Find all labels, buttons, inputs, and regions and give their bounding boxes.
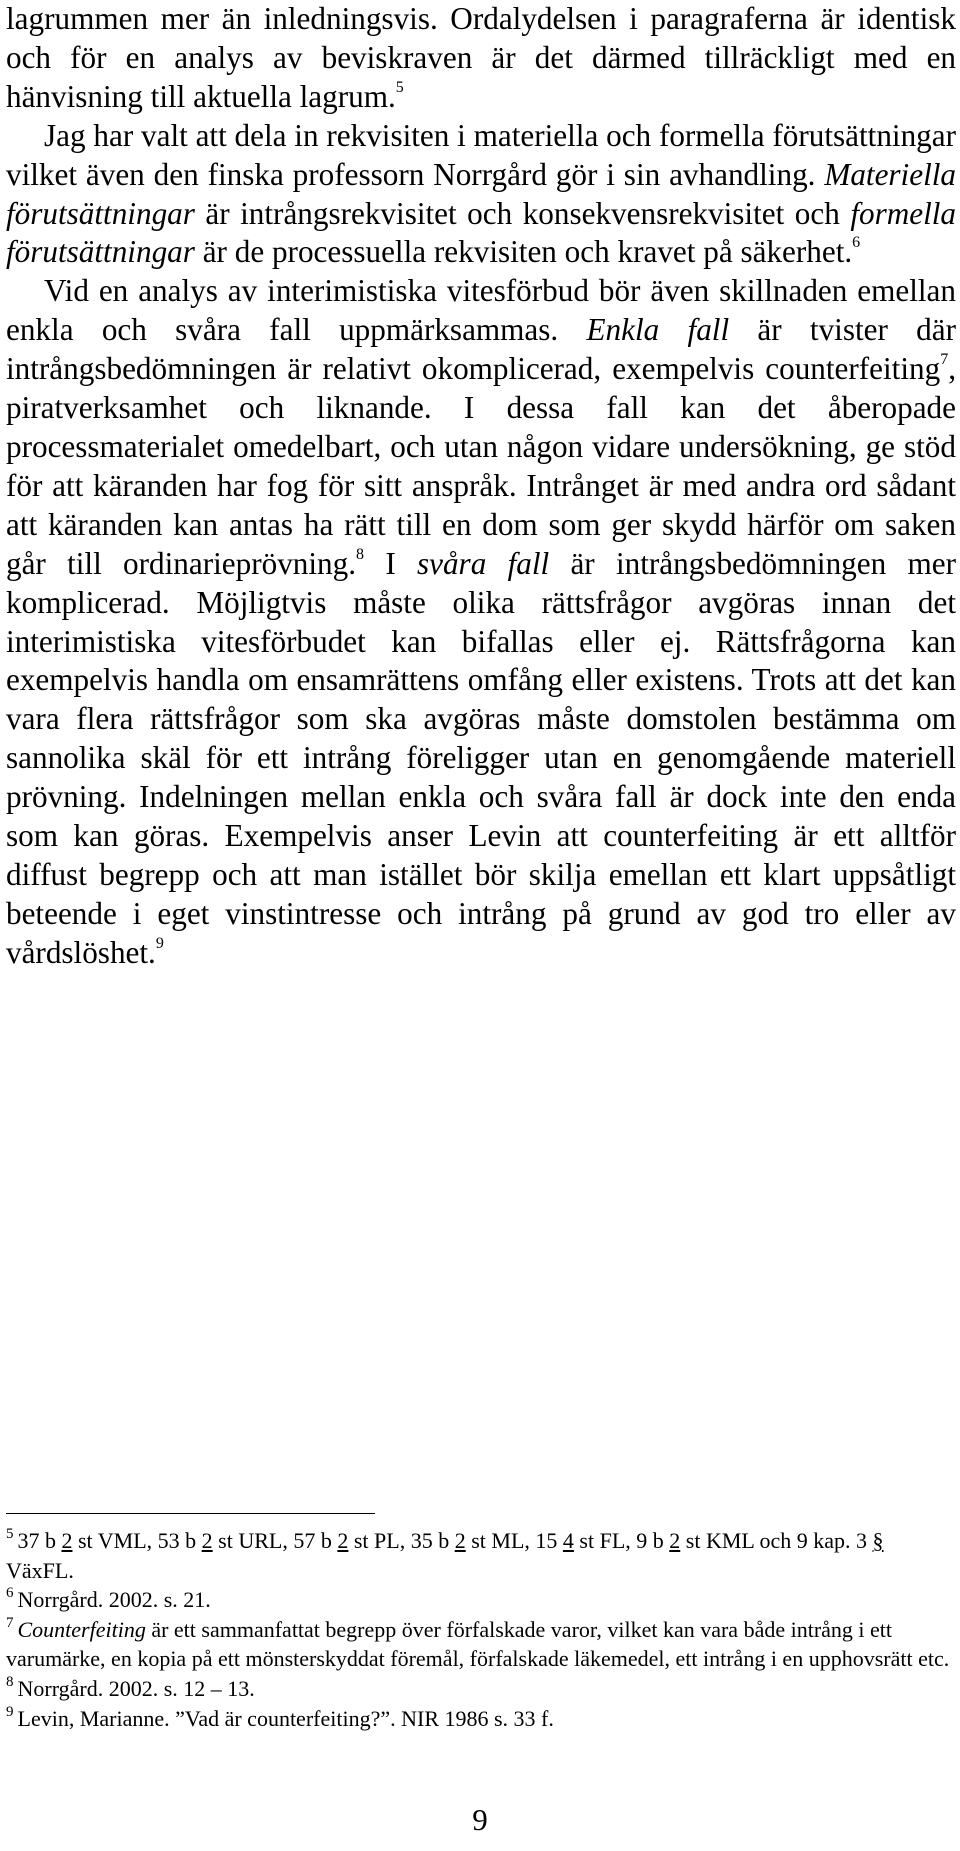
footnote-reference: 6 <box>852 234 861 252</box>
underlined-text: 2 <box>669 1528 681 1553</box>
footnote-number: 5 <box>6 1526 14 1542</box>
text-run: st ML, 15 <box>465 1528 563 1553</box>
italic-term: formella förutsättningar <box>6 195 956 270</box>
text-run: Levin, Marianne. ”Vad är counterfeiting?”. NIR 1986 s. 33 f. <box>17 1705 554 1731</box>
underlined-text: 4 <box>562 1528 574 1553</box>
text-run: 37 b <box>17 1528 62 1553</box>
footnote-number: 8 <box>6 1673 14 1690</box>
text-run: Norrgård. 2002. s. 21. <box>17 1587 211 1613</box>
footnote <box>6 1526 956 1585</box>
text-run: är tvister där intrångsbedömningen är relativt okomplicerad, exempelvis counterfeiting <box>6 312 956 387</box>
paragraph <box>6 272 956 972</box>
text-run: st KML och 9 kap. 3 <box>680 1528 873 1553</box>
text-run: st FL, 9 b <box>573 1528 670 1553</box>
text-run: st VML, 53 b <box>72 1528 202 1553</box>
underlined-text: 2 <box>454 1528 466 1553</box>
body-text <box>6 0 956 973</box>
text-run: , piratverksamhet och liknande. I dessa fall kan det åberopade processmaterialet omedelbart, och utan någon vidare undersökning, ge stöd för att käranden har fog för sitt anspråk. Intrånget är med andra ord sådant att käranden kan antas ha rätt till en dom som ger skydd härför om saken går till ordinarieprövning. <box>6 351 956 581</box>
footnote-reference: 7 <box>940 351 949 369</box>
footnote-number: 6 <box>6 1585 14 1602</box>
underlined-text: 2 <box>201 1528 213 1553</box>
footnote-reference: 5 <box>395 78 404 96</box>
text-run: Norrgård. 2002. s. 12 – 13. <box>17 1675 255 1701</box>
footnote-reference: 9 <box>155 934 164 952</box>
text-run: är intrångsbedömningen mer komplicerad. Möjligtvis måste olika rättsfrågor avgöras innan det interimistiska vitesförbudet kan bifallas eller ej. Rättsfrågorna kan exempelvis handla om ensamrättens omfång eller existens. Trots att det kan vara flera rättsfrågor som ska avgöras måste domstolen bestämma om sannolika skäl för ett intrång föreligger utan en genomgående materiell prövning. Indelningen mellan enkla och svåra fall är dock inte den enda som kan göras. Exempelvis anser Levin att counterfeiting är ett alltför diffust begrepp och att man istället bör skilja emellan ett klart uppsåtligt beteende i eget vinstintresse och intrång på grund av god tro eller av vårdslöshet. <box>6 545 956 970</box>
text-run: är de processuella rekvisiten och kravet på säkerhet. <box>194 234 853 270</box>
text-run: st PL, 35 b <box>348 1528 455 1553</box>
text-run: Jag har valt att dela in rekvisiten i materiella och formella förutsättningar vilket även den finska professorn Norrgård gör i sin avhandling. <box>6 117 956 192</box>
italic-term: Materiella förutsättningar <box>6 156 956 231</box>
footnote <box>6 1615 956 1674</box>
footnote-reference: 8 <box>356 545 365 563</box>
paragraph <box>6 0 956 117</box>
text-run: lagrummen mer än inledningsvis. Ordalydelsen i paragraferna är identisk och för en analys av beviskraven är det därmed tillräckligt med en hänvisning till aktuella lagrum. <box>6 1 956 114</box>
text-run: är ett sammanfattat begrepp över förfalskade varor, vilket kan vara både intrång i ett varumärke, en kopia på ett mönsterskyddat föremål, förfalskade läkemedel, ett intrång i en upphovsrätt etc. <box>6 1616 950 1672</box>
text-run: I <box>364 545 417 581</box>
footnote <box>6 1674 956 1704</box>
footnote-number: 7 <box>6 1614 14 1631</box>
underlined-text: 2 <box>337 1528 349 1553</box>
footnote <box>6 1704 956 1734</box>
footnote-separator <box>6 1513 375 1514</box>
underlined-text: § <box>872 1528 884 1553</box>
text-run: Vid en analys av interimistiska vitesförbud bör även skillnaden emellan enkla och svåra fall uppmärksammas. <box>6 273 956 348</box>
paragraph <box>6 117 956 273</box>
page-number: 9 <box>472 1802 488 1837</box>
italic-term: svåra fall <box>416 545 550 581</box>
text-run: VäxFL. <box>6 1557 74 1583</box>
footnote <box>6 1585 956 1615</box>
text-run: är intrångsrekvisitet och konsekvensrekvisitet och <box>194 195 851 231</box>
footnotes <box>6 1524 956 1733</box>
underlined-text: 2 <box>61 1528 73 1553</box>
italic-term: Enkla fall <box>586 312 730 348</box>
text-run: st URL, 57 b <box>212 1528 338 1553</box>
italic-term: Counterfeiting <box>17 1616 146 1642</box>
footnote-number: 9 <box>6 1703 14 1720</box>
